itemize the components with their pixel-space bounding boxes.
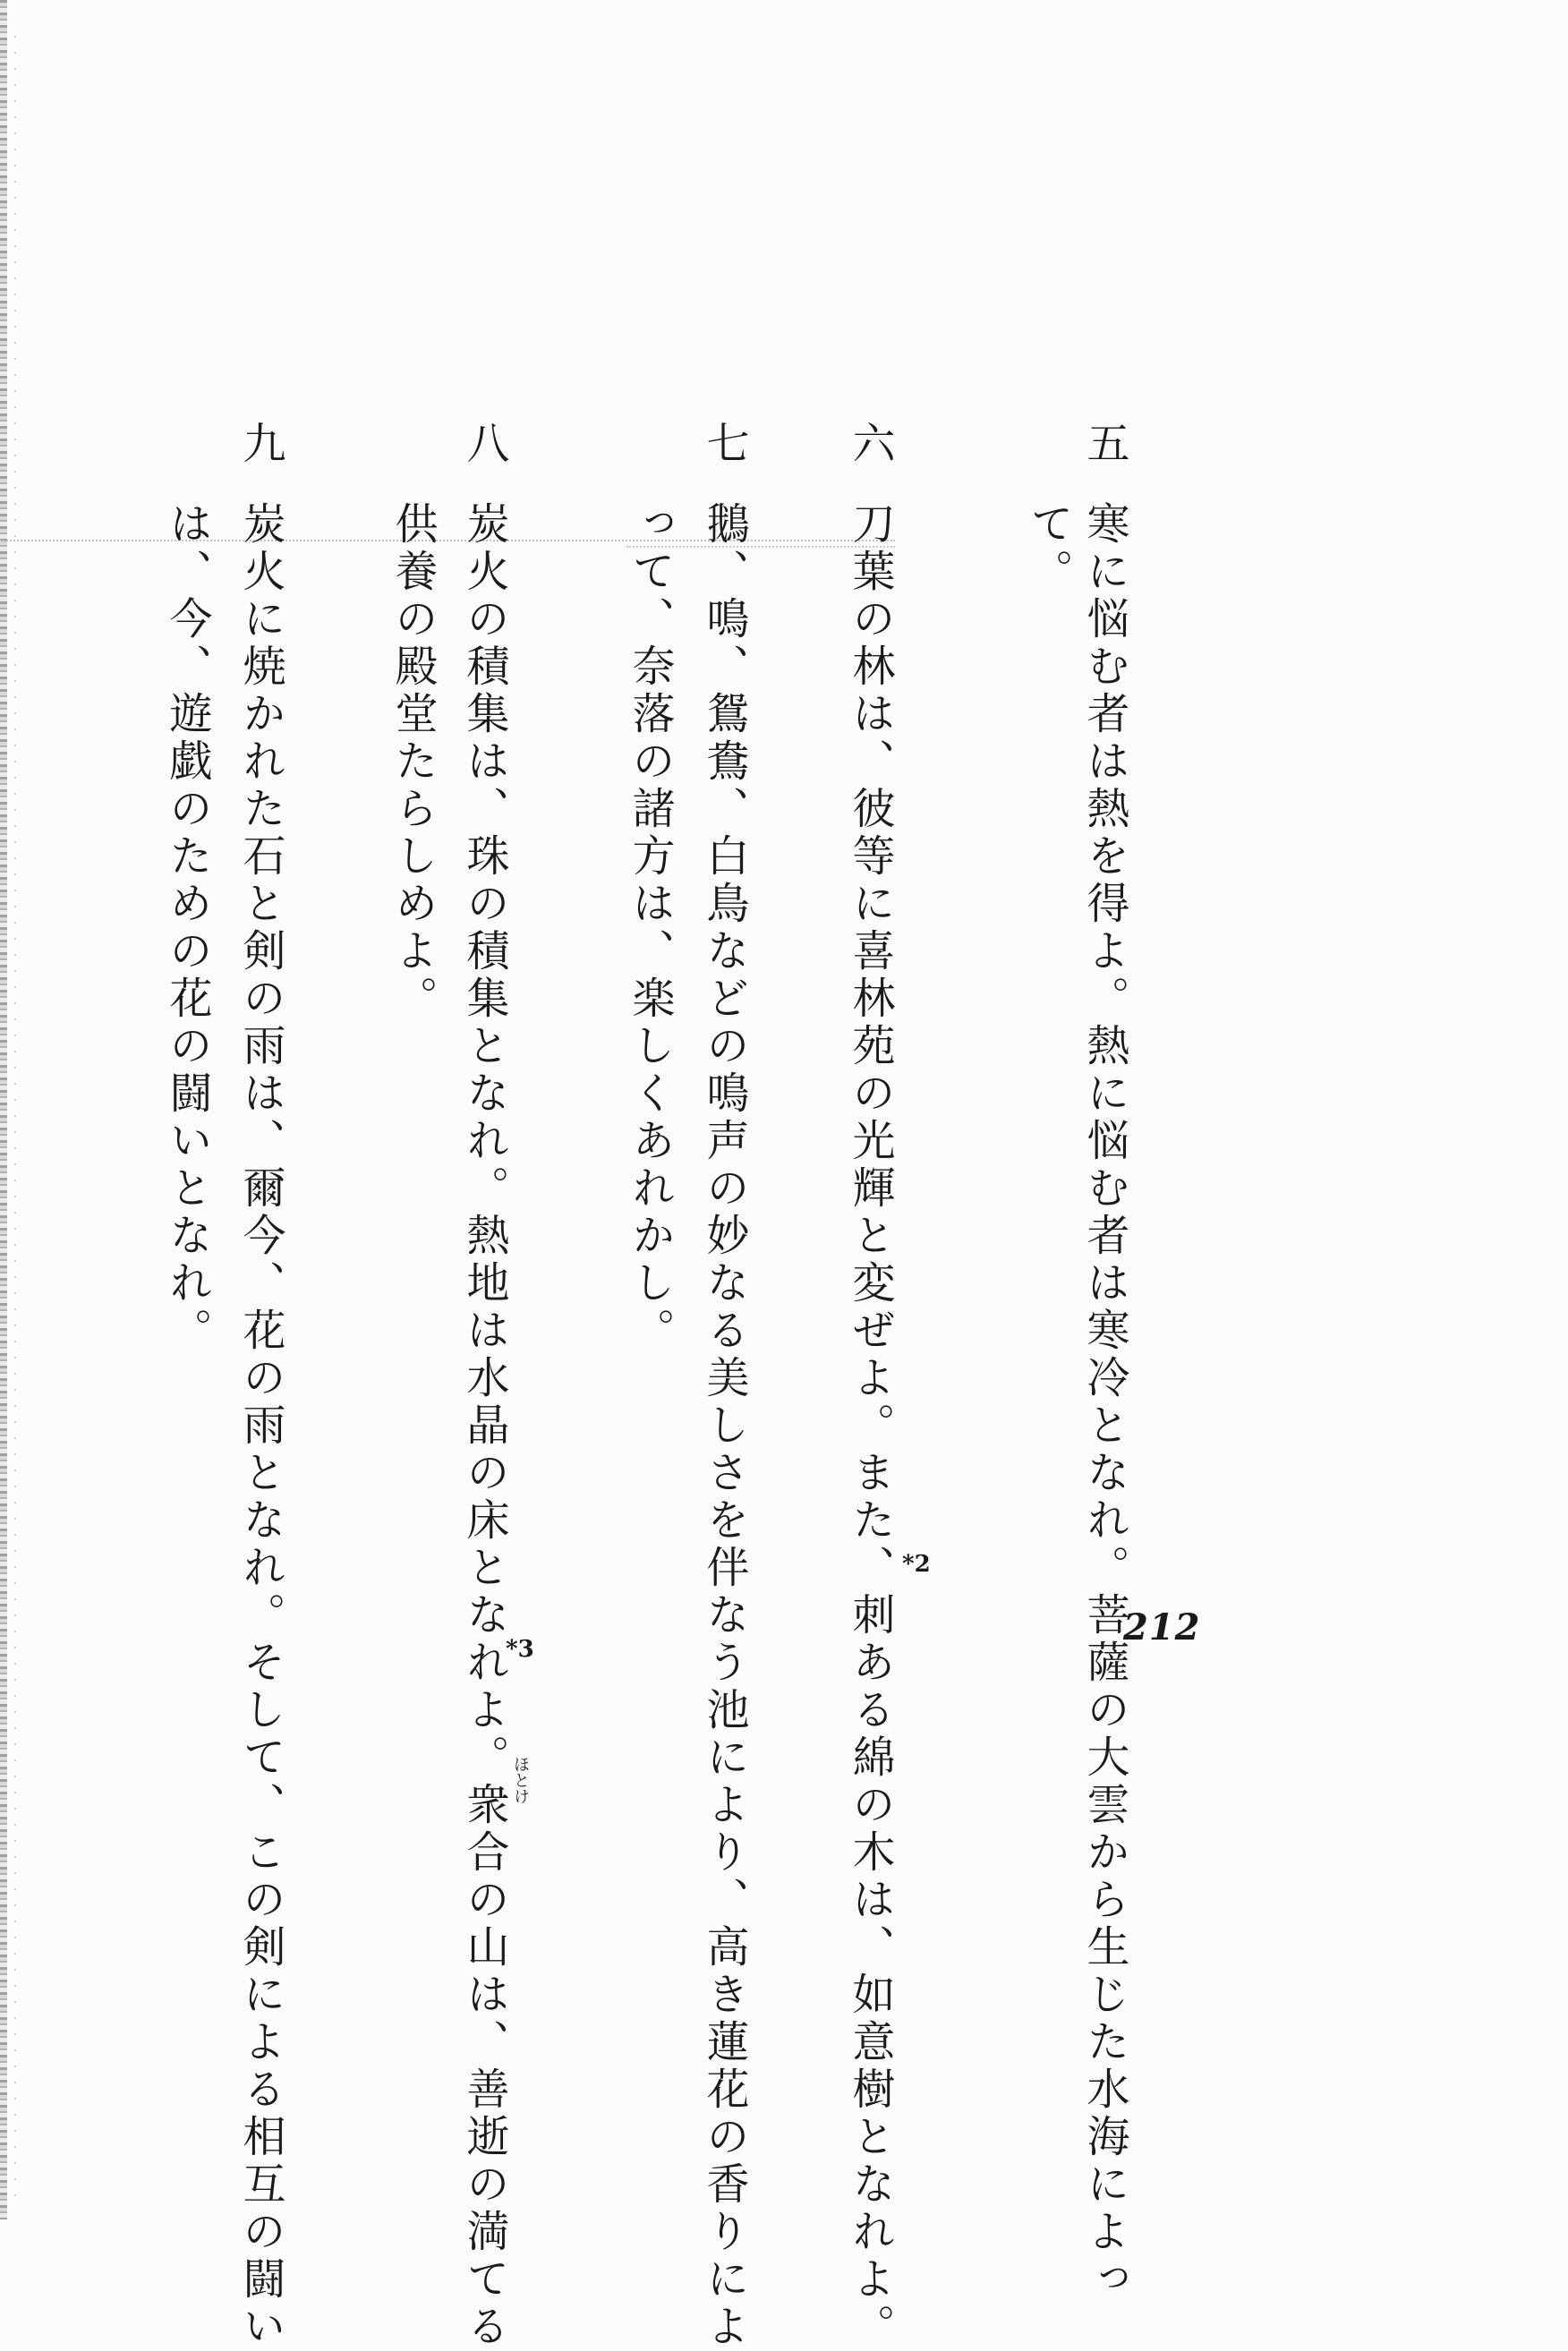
scan-dotted-line [0, 540, 895, 541]
section-7-line-2: って、奈落の諸方は、楽しくあれかし。 [625, 501, 675, 1355]
section-8-line-2: 供養の殿堂たらしめよ。 [388, 501, 438, 1023]
section-5-line-1: 寒に悩む者は熱を得よ。熱に悩む者は寒冷となれ。菩薩の大雲から生じた水海によっ [1079, 501, 1129, 2304]
section-numeral-5: 五 [1079, 421, 1129, 468]
section-numeral-9: 九 [235, 421, 285, 468]
section-numeral-7: 七 [699, 421, 749, 468]
section-6-line-1: 刀葉の林は、彼等に喜林苑の光輝と変ぜよ。また、刺ある綿の木は、如意樹となれよ。 [845, 501, 895, 2351]
ruby-hotoke: ほとけ [511, 1756, 530, 1804]
section-9-line-2: は、今、遊戯のための花の闘いとなれ。 [162, 501, 212, 1355]
binding-edge [0, 0, 7, 2219]
footnote-mark-3: *3 [506, 1636, 534, 1663]
binding-shadow [14, 36, 16, 2202]
section-numeral-6: 六 [845, 421, 895, 468]
section-9-line-1: 炭火に焼かれた石と剣の雨は、爾今、花の雨となれ。そして、この剣による相互の闘い [235, 501, 285, 2351]
footnote-mark-2: *2 [902, 1551, 931, 1578]
page-number: 212 [1123, 1606, 1201, 1648]
section-7-line-1: 鵝、鳴、鴛鴦、白鳥などの鳴声の妙なる美しさを伴なう池により、高き蓮花の香りによ [699, 501, 749, 2351]
section-8-line-1: 炭火の積集は、珠の積集となれ。熱地は水晶の床となれよ。衆合の山は、善逝の満てる [459, 501, 509, 2351]
section-5-line-2: て。 [1023, 501, 1073, 596]
section-numeral-8: 八 [459, 421, 509, 468]
